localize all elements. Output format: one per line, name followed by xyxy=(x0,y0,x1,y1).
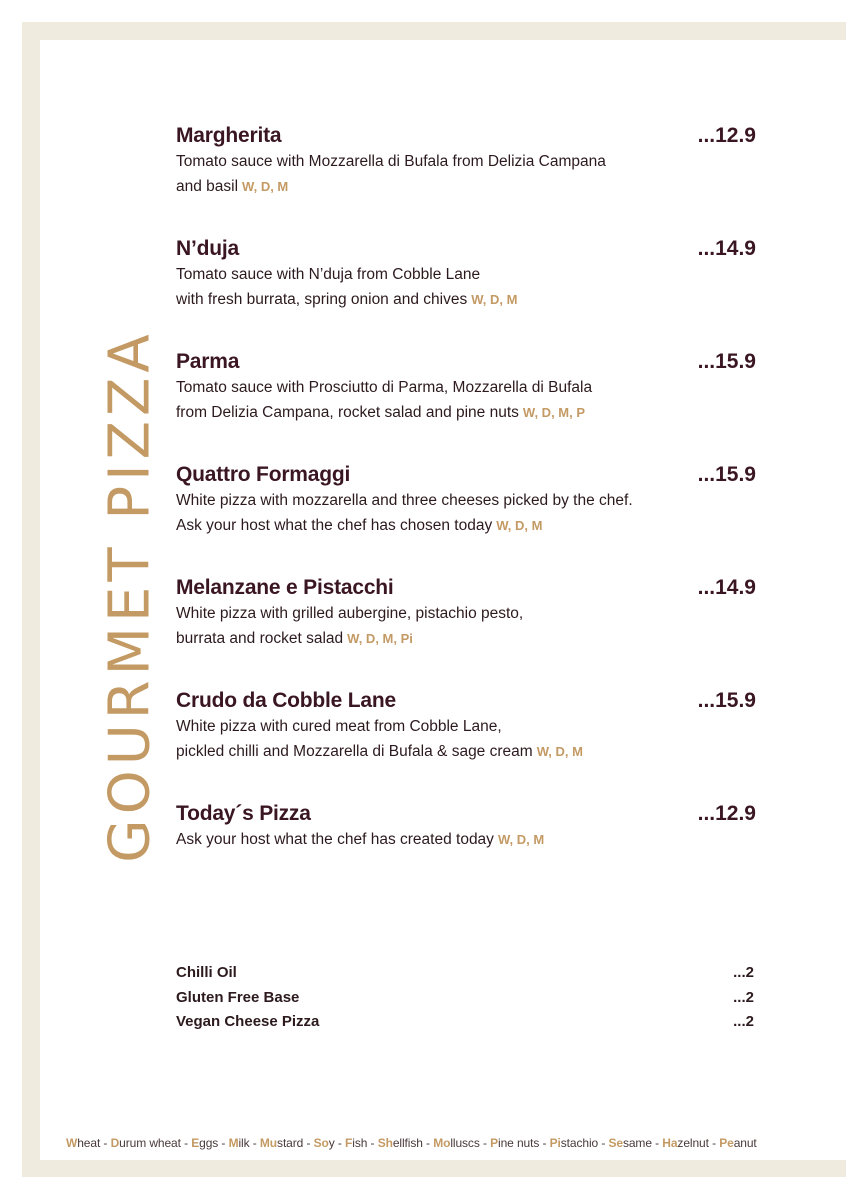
allergen-codes: W, D, M, Pi xyxy=(347,631,413,646)
legend-code: M xyxy=(228,1136,239,1150)
legend-entry xyxy=(66,1136,100,1150)
legend-word-rest: ggs xyxy=(199,1136,219,1150)
legend-entry xyxy=(662,1136,709,1150)
legend-entry xyxy=(314,1136,335,1150)
legend-code: D xyxy=(110,1136,120,1150)
allergen-codes: W, D, M xyxy=(536,744,583,759)
legend-code: E xyxy=(191,1136,200,1150)
legend-word-rest: stachio xyxy=(560,1136,599,1150)
item-description-line: Tomato sauce with N’duja from Cobble Lane xyxy=(176,266,481,283)
legend-word-rest: lluscs xyxy=(450,1136,480,1150)
item-description-line: Ask your host what the chef has chosen today W, D, M xyxy=(176,517,543,534)
item-name: Melanzane e Pistacchi xyxy=(176,576,394,599)
legend-entry xyxy=(433,1136,480,1150)
allergen-codes: W, D, M xyxy=(496,518,543,533)
item-name: Today´s Pizza xyxy=(176,802,311,825)
item-name: Margherita xyxy=(176,124,282,147)
legend-code: So xyxy=(313,1136,329,1150)
extra-name: Chilli Oil xyxy=(176,964,237,981)
item-name: Parma xyxy=(176,350,240,373)
legend-code: F xyxy=(345,1136,353,1150)
item-price: ...15.9 xyxy=(697,689,756,712)
legend-separator: - xyxy=(651,1136,663,1150)
extra-price: ...2 xyxy=(733,964,754,981)
legend-separator: - xyxy=(479,1136,491,1150)
extra-item xyxy=(176,961,756,986)
legend-word-rest: heat xyxy=(77,1136,101,1150)
menu-item xyxy=(176,688,756,764)
item-description-line: White pizza with mozzarella and three cheeses picked by the chef. xyxy=(176,492,633,509)
item-description-line: from Delizia Campana, rocket salad and pine nuts W, D, M, P xyxy=(176,404,586,421)
legend-entry xyxy=(719,1136,756,1150)
legend-word-rest: ellfish xyxy=(392,1136,423,1150)
item-price: ...15.9 xyxy=(697,350,756,373)
item-description-line: and basil W, D, M xyxy=(176,178,289,195)
extra-price: ...2 xyxy=(733,1013,754,1030)
legend-separator: - xyxy=(539,1136,550,1150)
item-name: Quattro Formaggi xyxy=(176,463,351,486)
item-description-line: Ask your host what the chef has created today W, D, M xyxy=(176,831,545,848)
allergen-legend xyxy=(66,1136,806,1150)
legend-separator: - xyxy=(180,1136,192,1150)
item-description-line: pickled chilli and Mozzarella di Bufala & sage cream W, D, M xyxy=(176,743,583,760)
legend-word-rest: same xyxy=(622,1136,652,1150)
legend-entry xyxy=(378,1136,423,1150)
item-name: N’duja xyxy=(176,237,239,260)
extra-price: ...2 xyxy=(733,988,754,1006)
extra-item xyxy=(176,1010,756,1035)
item-price: ...12.9 xyxy=(697,124,756,147)
legend-separator: - xyxy=(598,1136,609,1150)
legend-code: Mo xyxy=(433,1136,451,1150)
legend-separator: - xyxy=(334,1136,346,1150)
item-price: ...14.9 xyxy=(697,576,756,599)
legend-entry xyxy=(229,1136,250,1150)
legend-entry xyxy=(608,1136,651,1150)
item-description-line: with fresh burrata, spring onion and chives W, D, M xyxy=(176,291,518,308)
legend-code: Ha xyxy=(662,1136,678,1150)
item-price: ...14.9 xyxy=(697,237,756,260)
legend-word-rest: y xyxy=(328,1136,335,1150)
allergen-codes: W, D, M, P xyxy=(522,405,586,420)
item-description-line: Tomato sauce with Mozzarella di Bufala from Delizia Campana xyxy=(176,153,606,170)
menu-item xyxy=(176,575,756,651)
legend-word-rest: urum wheat xyxy=(119,1136,181,1150)
item-description-line: White pizza with grilled aubergine, pistachio pesto, xyxy=(176,605,524,622)
legend-entry xyxy=(260,1136,303,1150)
legend-separator: - xyxy=(708,1136,720,1150)
legend-code: Se xyxy=(608,1136,623,1150)
legend-code: Pe xyxy=(719,1136,734,1150)
legend-code: Mu xyxy=(259,1136,278,1150)
allergen-codes: W, D, M xyxy=(242,179,289,194)
menu-item xyxy=(176,462,756,538)
legend-separator: - xyxy=(367,1136,378,1150)
extras-list xyxy=(176,961,756,1035)
extra-name: Vegan Cheese Pizza xyxy=(176,1013,320,1030)
legend-entry xyxy=(191,1136,218,1150)
menu-item xyxy=(176,349,756,425)
legend-separator: - xyxy=(218,1136,229,1150)
legend-word-rest: ish xyxy=(352,1136,368,1150)
legend-word-rest: anut xyxy=(733,1136,757,1150)
section-title: GOURMET PIZZA xyxy=(97,329,163,863)
legend-entry xyxy=(550,1136,598,1150)
item-description-line: Tomato sauce with Prosciutto di Parma, Mozzarella di Bufala xyxy=(176,379,593,396)
menu-item xyxy=(176,801,756,852)
extra-name: Gluten Free Base xyxy=(176,988,300,1006)
legend-code: W xyxy=(66,1136,78,1150)
item-price: ...12.9 xyxy=(697,802,756,825)
legend-entry xyxy=(345,1136,367,1150)
item-name: Crudo da Cobble Lane xyxy=(176,689,397,712)
allergen-codes: W, D, M xyxy=(471,292,518,307)
legend-separator: - xyxy=(100,1136,111,1150)
allergen-codes: W, D, M xyxy=(497,832,545,847)
extra-item xyxy=(176,986,756,1011)
menu-item xyxy=(176,123,756,199)
legend-word-rest: ine nuts xyxy=(498,1136,540,1150)
item-description-line: White pizza with cured meat from Cobble Lane, xyxy=(176,718,502,735)
legend-word-rest: zelnut xyxy=(677,1136,709,1150)
menu-item xyxy=(176,236,756,312)
legend-word-rest: stard xyxy=(277,1136,304,1150)
legend-word-rest: ilk xyxy=(238,1136,250,1150)
legend-code: Pi xyxy=(549,1136,561,1150)
item-price: ...15.9 xyxy=(697,463,756,486)
item-description-line: burrata and rocket salad W, D, M, Pi xyxy=(176,630,413,647)
legend-entry xyxy=(490,1136,539,1150)
legend-separator: - xyxy=(303,1136,314,1150)
legend-separator: - xyxy=(249,1136,260,1150)
legend-code: P xyxy=(490,1136,499,1150)
legend-code: Sh xyxy=(377,1136,393,1150)
legend-entry xyxy=(111,1136,181,1150)
legend-separator: - xyxy=(422,1136,434,1150)
